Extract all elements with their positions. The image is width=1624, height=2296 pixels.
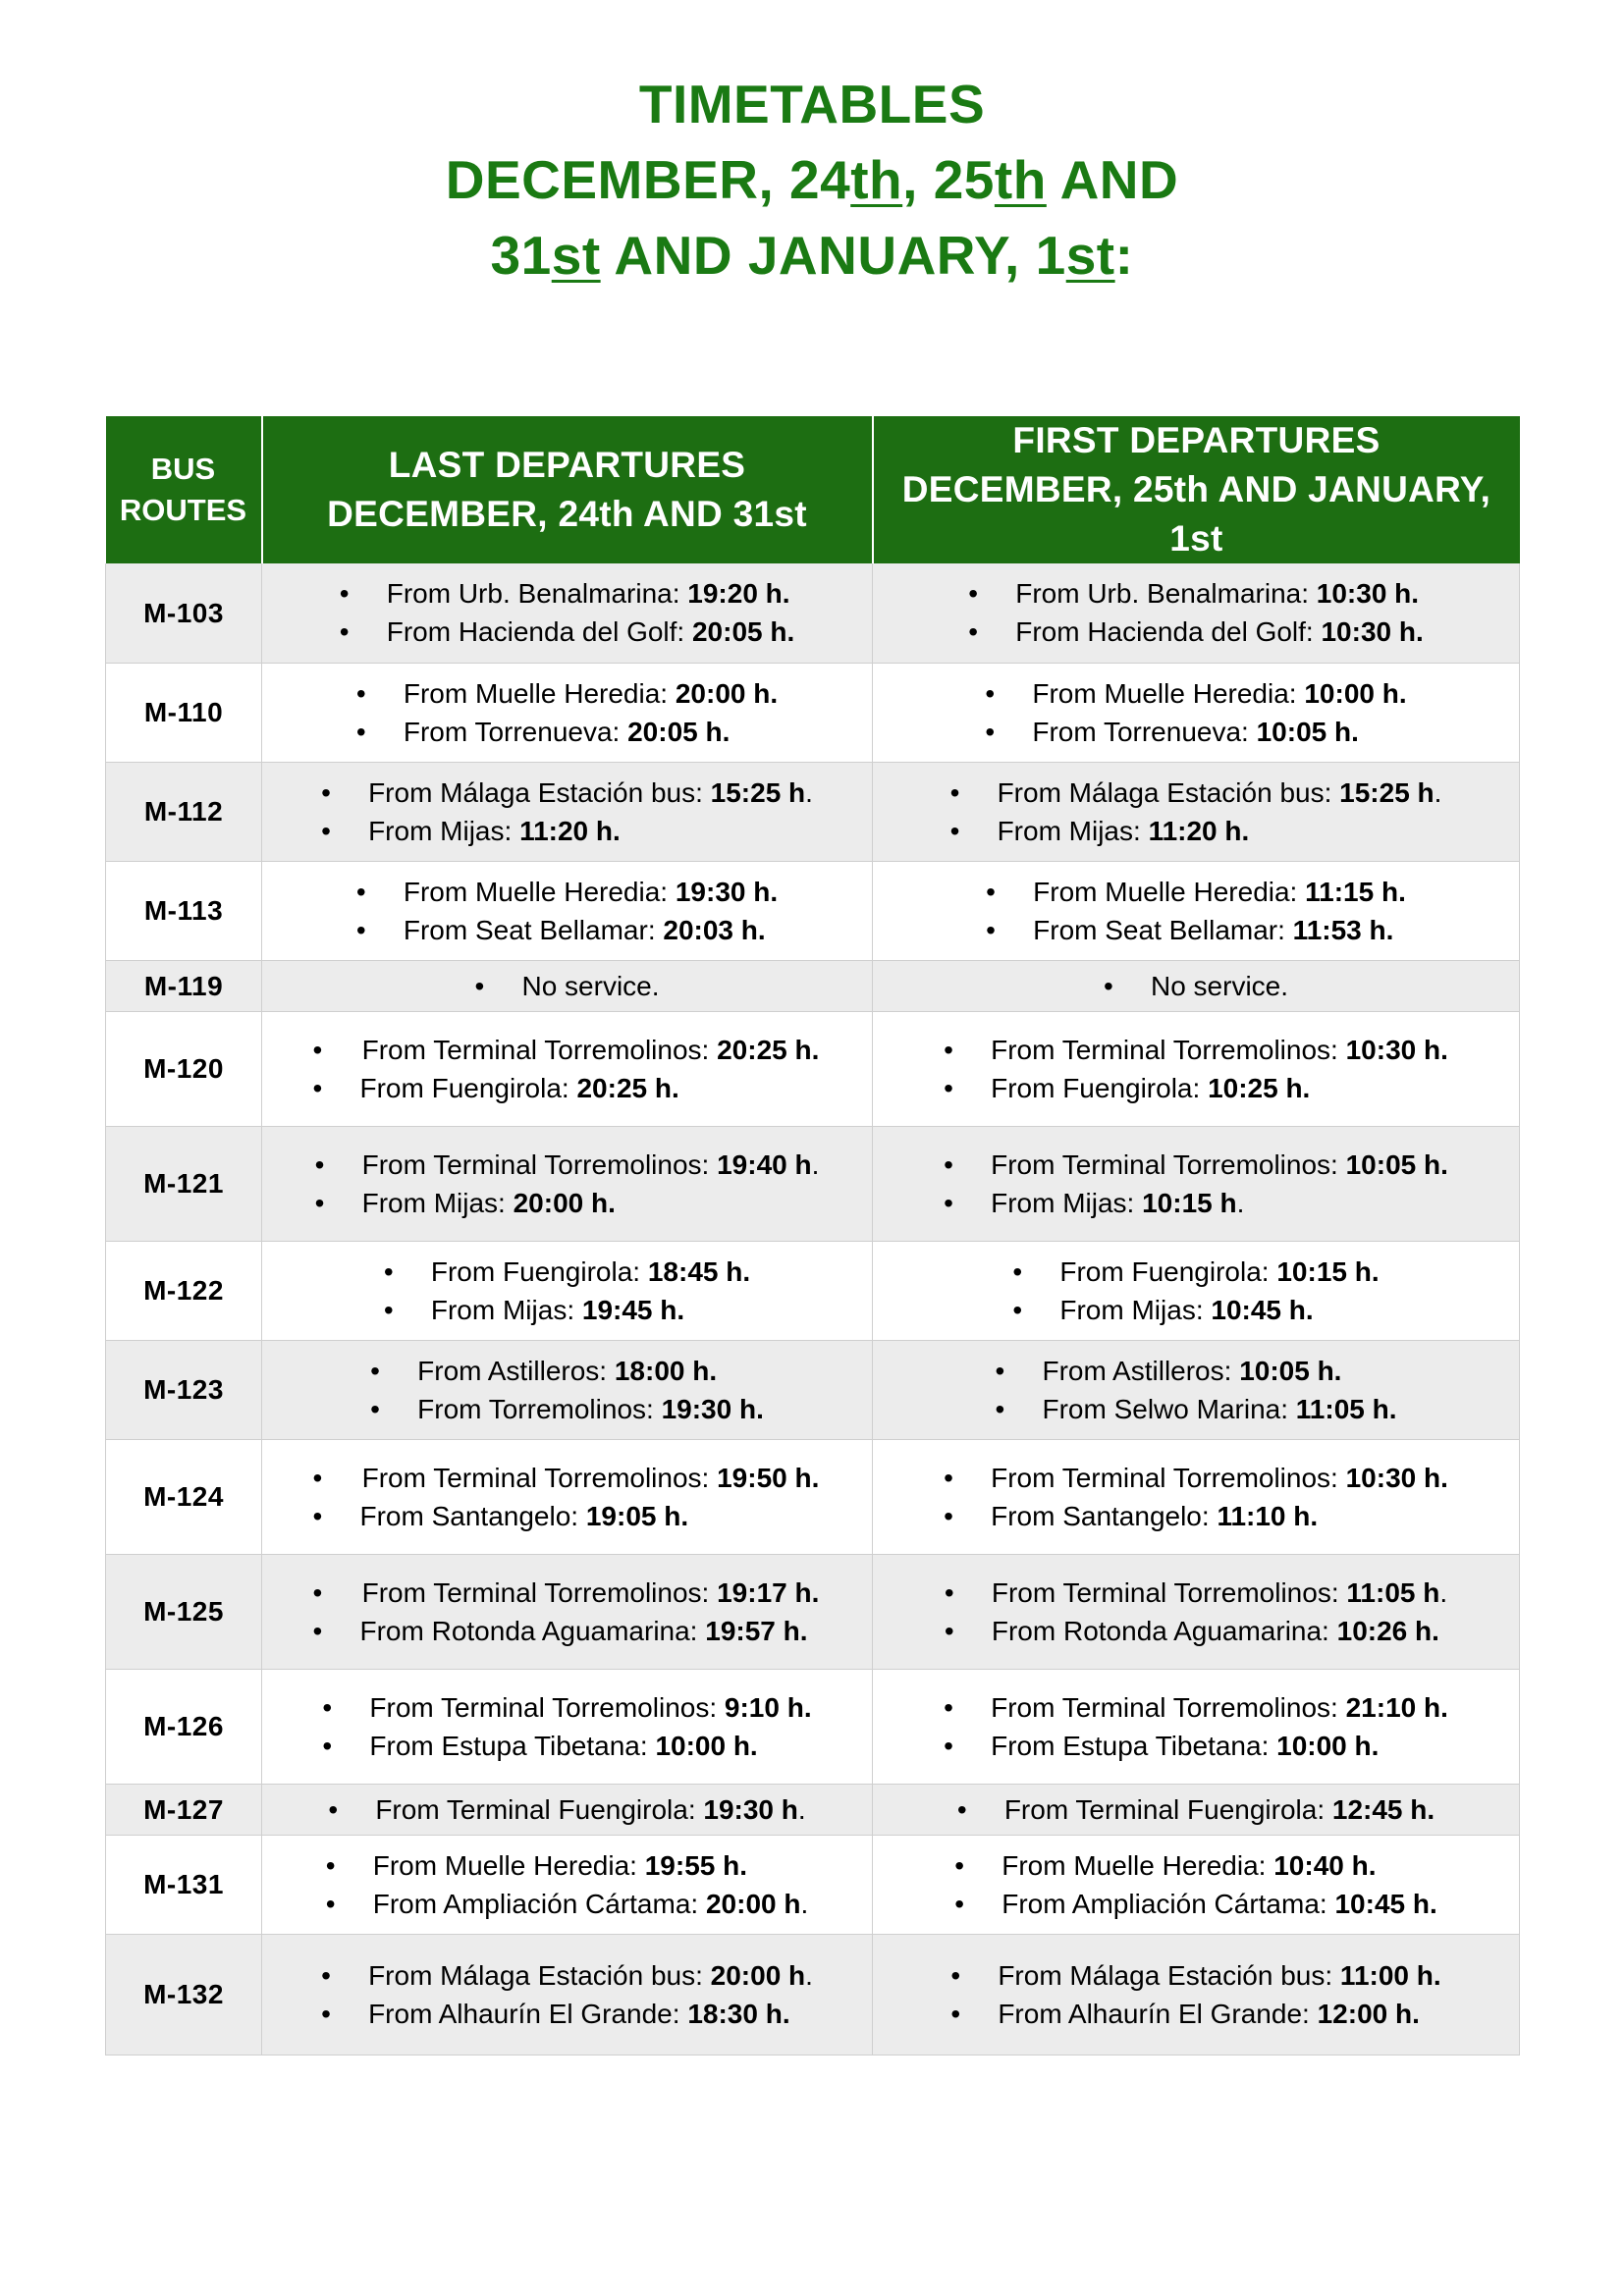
departure-stop: From Málaga Estación bus: xyxy=(997,776,1340,808)
departure-item xyxy=(950,1995,1440,2033)
departure-stop: From Mijas: xyxy=(361,1187,514,1218)
departure-time: 19:30 h. xyxy=(661,1393,764,1424)
departure-item xyxy=(945,1612,1447,1650)
last-departures-list xyxy=(313,1574,822,1650)
departure-item xyxy=(950,1956,1440,1995)
departure-stop: From Torremolinos: xyxy=(417,1393,662,1424)
departure-item xyxy=(986,873,1406,911)
first-departures-cell xyxy=(873,563,1520,663)
departure-item xyxy=(321,812,813,850)
departure-stop: From Mijas: xyxy=(368,815,520,846)
departure-stop: From Alhaurín El Grande: xyxy=(368,1998,688,2029)
route-cell: M-124 xyxy=(106,1439,262,1554)
departure-time: 19:20 h. xyxy=(687,578,790,610)
last-departures-list xyxy=(356,674,778,751)
departure-item xyxy=(950,812,1442,850)
route-cell: M-121 xyxy=(106,1126,262,1241)
departure-item xyxy=(356,674,778,713)
departure-time: 20:00 h xyxy=(705,1888,801,1919)
last-departures-cell xyxy=(262,1784,873,1835)
departure-stop: From Mijas: xyxy=(1059,1294,1212,1325)
departure-item xyxy=(944,1146,1448,1184)
table-row xyxy=(106,762,1520,861)
departure-tail: . xyxy=(811,1148,820,1180)
departure-tail: . xyxy=(1439,1576,1448,1608)
last-departures-cell xyxy=(262,663,873,762)
header-bus-routes xyxy=(106,416,262,563)
last-departures-cell xyxy=(262,1439,873,1554)
departure-item xyxy=(1012,1253,1379,1291)
departure-item xyxy=(944,1069,1448,1107)
last-departures-list xyxy=(328,1790,805,1829)
table-row xyxy=(106,563,1520,663)
departure-item xyxy=(322,1727,811,1765)
table-header-row xyxy=(106,416,1520,563)
first-departures-cell xyxy=(873,1669,1520,1784)
departure-stop: From Urb. Benalmarina: xyxy=(1015,578,1317,610)
departure-time: 20:05 h. xyxy=(627,716,731,747)
first-departures-cell xyxy=(873,1934,1520,2055)
departure-stop: From Torrenueva: xyxy=(403,716,628,747)
departure-item xyxy=(326,1846,809,1885)
departure-item xyxy=(315,1146,820,1184)
departure-item xyxy=(340,574,795,613)
departure-time: 10:45 h. xyxy=(1211,1294,1314,1325)
departure-stop: From Selwo Marina: xyxy=(1042,1393,1296,1424)
departure-item xyxy=(1012,1291,1379,1329)
last-departures-list xyxy=(313,1031,822,1107)
route-cell: M-119 xyxy=(106,960,262,1011)
first-departures-cell xyxy=(873,1011,1520,1126)
last-departures-cell xyxy=(262,1835,873,1934)
departure-item xyxy=(321,774,813,812)
first-departures-cell xyxy=(873,960,1520,1011)
departure-time: 10:15 h xyxy=(1142,1187,1237,1218)
table-row xyxy=(106,1011,1520,1126)
departure-item xyxy=(356,911,778,949)
departure-item xyxy=(944,1727,1448,1765)
first-departures-list xyxy=(957,1790,1435,1829)
departure-stop: From Hacienda del Golf: xyxy=(1015,616,1322,648)
route-cell: M-120 xyxy=(106,1011,262,1126)
last-departures-cell xyxy=(262,563,873,663)
departure-item xyxy=(995,1352,1396,1390)
first-departures-list xyxy=(985,674,1406,751)
departure-stop: From Málaga Estación bus: xyxy=(368,776,711,808)
departure-item xyxy=(384,1291,750,1329)
departure-time: 15:25 h xyxy=(1339,776,1435,808)
departure-tail: . xyxy=(797,1793,806,1825)
route-cell: M-127 xyxy=(106,1784,262,1835)
departure-item xyxy=(944,1031,1448,1069)
departure-time: 20:00 h. xyxy=(675,677,779,709)
departure-stop: From Santangelo: xyxy=(991,1500,1218,1531)
departure-item xyxy=(370,1352,764,1390)
table-row xyxy=(106,1934,1520,2055)
first-departures-list xyxy=(944,1459,1448,1535)
departure-time: 10:00 h. xyxy=(655,1730,758,1761)
departure-time: 12:00 h. xyxy=(1317,1998,1420,2029)
route-cell: M-103 xyxy=(106,563,262,663)
first-departures-list xyxy=(944,1688,1448,1765)
departure-stop: From Seat Bellamar: xyxy=(1033,914,1293,945)
departure-stop: From Torrenueva: xyxy=(1032,716,1257,747)
departure-item xyxy=(326,1885,809,1923)
first-departures-list xyxy=(995,1352,1396,1428)
last-departures-list xyxy=(356,873,778,949)
last-departures-cell xyxy=(262,1340,873,1439)
last-departures-list xyxy=(321,1956,813,2033)
departure-item xyxy=(328,1790,805,1829)
departure-time: 11:00 h. xyxy=(1339,1959,1441,1991)
departure-time: 10:05 h. xyxy=(1239,1355,1342,1386)
first-departures-list xyxy=(1104,967,1288,1005)
table-row xyxy=(106,1784,1520,1835)
table-row xyxy=(106,1126,1520,1241)
departure-time: 19:50 h. xyxy=(717,1462,820,1493)
departure-item xyxy=(995,1390,1396,1428)
departure-item xyxy=(985,674,1406,713)
departure-stop: From Terminal Torremolinos: xyxy=(991,1034,1346,1065)
departure-item xyxy=(944,1184,1448,1222)
route-cell: M-125 xyxy=(106,1554,262,1669)
departure-item xyxy=(474,967,659,1005)
departure-item xyxy=(313,1031,822,1069)
departure-time: 10:25 h. xyxy=(1208,1072,1311,1103)
departure-time: 19:45 h. xyxy=(581,1294,685,1325)
departure-time: 11:05 h. xyxy=(1295,1393,1397,1424)
table-row xyxy=(106,1554,1520,1669)
departure-time: 20:25 h. xyxy=(576,1072,679,1103)
departure-stop: From Urb. Benalmarina: xyxy=(386,578,688,610)
departure-time: 10:30 h. xyxy=(1316,578,1420,610)
departure-item xyxy=(986,911,1406,949)
departure-stop: From Hacienda del Golf: xyxy=(386,616,692,648)
departure-time: 10:05 h. xyxy=(1345,1148,1448,1180)
departure-time: 10:00 h. xyxy=(1304,677,1407,709)
departure-item xyxy=(313,1497,822,1535)
table-row xyxy=(106,1340,1520,1439)
departure-time: 10:26 h. xyxy=(1336,1615,1439,1646)
departure-stop: From Terminal Torremolinos: xyxy=(369,1691,725,1723)
last-departures-list xyxy=(321,774,813,850)
departure-item xyxy=(340,613,795,651)
departure-time: 20:00 h. xyxy=(513,1187,616,1218)
departure-time: 10:00 h. xyxy=(1276,1730,1380,1761)
departure-stop: From Mijas: xyxy=(991,1187,1143,1218)
departure-item xyxy=(313,1574,822,1612)
first-departures-cell xyxy=(873,861,1520,960)
departure-item xyxy=(321,1956,813,1995)
departure-stop: From Seat Bellamar: xyxy=(403,914,664,945)
last-departures-list xyxy=(313,1459,822,1535)
departure-stop: From Mijas: xyxy=(997,815,1149,846)
departure-stop: From Terminal Torremolinos: xyxy=(361,1034,718,1065)
departure-item xyxy=(313,1069,822,1107)
departure-item xyxy=(954,1885,1437,1923)
departure-time: 19:40 h xyxy=(717,1148,812,1180)
departure-stop: From Ampliación Cártama: xyxy=(1001,1888,1335,1919)
route-cell: M-110 xyxy=(106,663,262,762)
departure-time: 21:10 h. xyxy=(1345,1691,1448,1723)
departure-stop: From Terminal Torremolinos: xyxy=(991,1691,1346,1723)
departure-stop: From Terminal Torremolinos: xyxy=(361,1576,718,1608)
departure-item xyxy=(356,713,778,751)
departure-time: 10:30 h. xyxy=(1345,1462,1448,1493)
header-last-departures-line1: LAST DEPARTURES xyxy=(388,445,746,485)
departure-time: 10:30 h. xyxy=(1321,616,1424,648)
timetable-body xyxy=(106,563,1520,2055)
departure-stop: From Alhaurín El Grande: xyxy=(998,1998,1318,2029)
departure-stop: From Estupa Tibetana: xyxy=(991,1730,1277,1761)
first-departures-cell xyxy=(873,1241,1520,1340)
last-departures-cell xyxy=(262,1011,873,1126)
departure-time: 19:30 h. xyxy=(675,876,779,907)
departure-stop: From Fuengirola: xyxy=(991,1072,1209,1103)
departure-item xyxy=(322,1688,811,1727)
last-departures-list xyxy=(322,1688,811,1765)
departure-item xyxy=(944,1497,1448,1535)
departure-stop: From Muelle Heredia: xyxy=(403,876,676,907)
first-departures-list xyxy=(945,1574,1447,1650)
departure-stop: From Fuengirola: xyxy=(430,1255,648,1287)
departure-item xyxy=(950,774,1442,812)
last-departures-list xyxy=(315,1146,820,1222)
departure-stop: From Mijas: xyxy=(430,1294,582,1325)
header-first-departures-line2: DECEMBER, 25th AND JANUARY, 1st xyxy=(901,469,1491,559)
departure-item xyxy=(944,1459,1448,1497)
last-departures-cell xyxy=(262,960,873,1011)
departure-stop: From Terminal Torremolinos: xyxy=(361,1462,718,1493)
departure-stop: From Estupa Tibetana: xyxy=(369,1730,656,1761)
departure-time: 10:05 h. xyxy=(1256,716,1359,747)
first-departures-cell xyxy=(873,663,1520,762)
last-departures-cell xyxy=(262,1241,873,1340)
table-row xyxy=(106,1835,1520,1934)
last-departures-cell xyxy=(262,762,873,861)
header-last-departures xyxy=(262,416,873,563)
departure-stop: From Santangelo: xyxy=(359,1500,586,1531)
last-departures-list xyxy=(474,967,659,1005)
departure-time: 18:00 h. xyxy=(614,1355,718,1386)
departure-item xyxy=(944,1688,1448,1727)
last-departures-cell xyxy=(262,1126,873,1241)
departure-tail: . xyxy=(805,1959,813,1991)
first-departures-cell xyxy=(873,1126,1520,1241)
departure-stop: No service. xyxy=(1150,970,1289,1001)
departure-item xyxy=(1104,967,1288,1005)
departure-item xyxy=(945,1574,1447,1612)
departure-stop: From Rotonda Aguamarina: xyxy=(991,1615,1337,1646)
departure-stop: From Fuengirola: xyxy=(359,1072,577,1103)
last-departures-list xyxy=(340,574,795,651)
departure-stop: From Terminal Torremolinos: xyxy=(991,1462,1346,1493)
first-departures-list xyxy=(944,1031,1448,1107)
departure-item xyxy=(313,1459,822,1497)
first-departures-cell xyxy=(873,1340,1520,1439)
departure-time: 20:25 h. xyxy=(717,1034,820,1065)
table-row xyxy=(106,1439,1520,1554)
departure-time: 10:45 h. xyxy=(1334,1888,1437,1919)
departure-stop: No service. xyxy=(521,970,660,1001)
departure-tail: . xyxy=(1434,776,1442,808)
departure-item xyxy=(968,574,1424,613)
departure-stop: From Málaga Estación bus: xyxy=(368,1959,711,1991)
first-departures-list xyxy=(986,873,1406,949)
departure-stop: From Muelle Heredia: xyxy=(1001,1849,1274,1881)
title-line-1: TIMETABLES xyxy=(638,74,986,134)
departure-stop: From Terminal Fuengirola: xyxy=(375,1793,704,1825)
departure-time: 19:55 h. xyxy=(644,1849,748,1881)
departure-time: 11:10 h. xyxy=(1217,1500,1319,1531)
departure-stop: From Astilleros: xyxy=(417,1355,615,1386)
first-departures-list xyxy=(968,574,1424,651)
title-line-3: 31st AND JANUARY, 1st: xyxy=(490,225,1134,286)
departure-time: 15:25 h xyxy=(710,776,806,808)
departure-stop: From Terminal Torremolinos: xyxy=(361,1148,718,1180)
departure-item xyxy=(384,1253,750,1291)
route-cell: M-126 xyxy=(106,1669,262,1784)
first-departures-cell xyxy=(873,1439,1520,1554)
departure-tail: . xyxy=(1236,1187,1245,1218)
departure-item xyxy=(315,1184,820,1222)
departure-time: 19:05 h. xyxy=(585,1500,689,1531)
timetable xyxy=(105,416,1520,2056)
departure-time: 10:40 h. xyxy=(1273,1849,1377,1881)
departure-stop: From Muelle Heredia: xyxy=(1032,677,1305,709)
departure-time: 11:20 h. xyxy=(519,815,621,846)
header-first-departures xyxy=(873,416,1520,563)
departure-item xyxy=(356,873,778,911)
departure-stop: From Terminal Torremolinos: xyxy=(991,1148,1346,1180)
departure-stop: From Astilleros: xyxy=(1042,1355,1240,1386)
departure-stop: From Terminal Torremolinos: xyxy=(991,1576,1347,1608)
departure-stop: From Muelle Heredia: xyxy=(1033,876,1306,907)
departure-item xyxy=(954,1846,1437,1885)
departure-time: 11:15 h. xyxy=(1305,876,1406,907)
header-last-departures-line2: DECEMBER, 24th AND 31st xyxy=(327,494,807,534)
header-bus-routes-line1: BUS xyxy=(150,452,216,486)
departure-time: 19:57 h. xyxy=(705,1615,808,1646)
table-row xyxy=(106,1669,1520,1784)
departure-stop: From Málaga Estación bus: xyxy=(998,1959,1340,1991)
departure-item xyxy=(321,1995,813,2033)
departure-stop: From Muelle Heredia: xyxy=(372,1849,645,1881)
departure-time: 18:45 h. xyxy=(647,1255,751,1287)
table-row xyxy=(106,663,1520,762)
header-first-departures-line1: FIRST DEPARTURES xyxy=(1012,420,1380,460)
departure-time: 10:15 h. xyxy=(1276,1255,1380,1287)
last-departures-cell xyxy=(262,861,873,960)
departure-tail: . xyxy=(805,776,813,808)
first-departures-list xyxy=(1012,1253,1379,1329)
title-block xyxy=(0,67,1624,294)
departure-stop: From Fuengirola: xyxy=(1059,1255,1277,1287)
table-row xyxy=(106,1241,1520,1340)
route-cell: M-123 xyxy=(106,1340,262,1439)
route-cell: M-132 xyxy=(106,1934,262,2055)
departure-stop: From Terminal Fuengirola: xyxy=(1003,1793,1332,1825)
last-departures-list xyxy=(384,1253,750,1329)
first-departures-cell xyxy=(873,1835,1520,1934)
departure-item xyxy=(985,713,1406,751)
header-bus-routes-line2: ROUTES xyxy=(119,493,247,527)
first-departures-cell xyxy=(873,762,1520,861)
first-departures-cell xyxy=(873,1784,1520,1835)
first-departures-list xyxy=(954,1846,1437,1923)
departure-time: 18:30 h. xyxy=(687,1998,790,2029)
title-line-2: DECEMBER, 24th, 25th AND xyxy=(445,149,1179,210)
departure-time: 20:05 h. xyxy=(691,616,795,648)
first-departures-list xyxy=(950,1956,1440,2033)
first-departures-cell xyxy=(873,1554,1520,1669)
departure-time: 19:17 h. xyxy=(717,1576,820,1608)
first-departures-list xyxy=(950,774,1442,850)
last-departures-cell xyxy=(262,1554,873,1669)
departure-time: 19:30 h xyxy=(703,1793,798,1825)
departure-time: 11:05 h xyxy=(1346,1576,1440,1608)
departure-time: 20:00 h xyxy=(710,1959,806,1991)
departure-time: 11:20 h. xyxy=(1148,815,1250,846)
departure-time: 11:53 h. xyxy=(1292,914,1394,945)
departure-stop: From Muelle Heredia: xyxy=(403,677,676,709)
last-departures-list xyxy=(370,1352,764,1428)
departure-item xyxy=(968,613,1424,651)
departure-time: 20:03 h. xyxy=(663,914,766,945)
last-departures-cell xyxy=(262,1934,873,2055)
departure-item xyxy=(957,1790,1435,1829)
table-row xyxy=(106,960,1520,1011)
route-cell: M-131 xyxy=(106,1835,262,1934)
departure-time: 9:10 h. xyxy=(724,1691,812,1723)
departure-tail: . xyxy=(800,1888,809,1919)
last-departures-list xyxy=(326,1846,809,1923)
table-row xyxy=(106,861,1520,960)
route-cell: M-113 xyxy=(106,861,262,960)
departure-time: 12:45 h. xyxy=(1331,1793,1435,1825)
departure-time: 10:30 h. xyxy=(1345,1034,1448,1065)
departure-item xyxy=(313,1612,822,1650)
route-cell: M-112 xyxy=(106,762,262,861)
route-cell: M-122 xyxy=(106,1241,262,1340)
departure-item xyxy=(370,1390,764,1428)
first-departures-list xyxy=(944,1146,1448,1222)
departure-stop: From Rotonda Aguamarina: xyxy=(359,1615,706,1646)
last-departures-cell xyxy=(262,1669,873,1784)
departure-stop: From Ampliación Cártama: xyxy=(372,1888,706,1919)
